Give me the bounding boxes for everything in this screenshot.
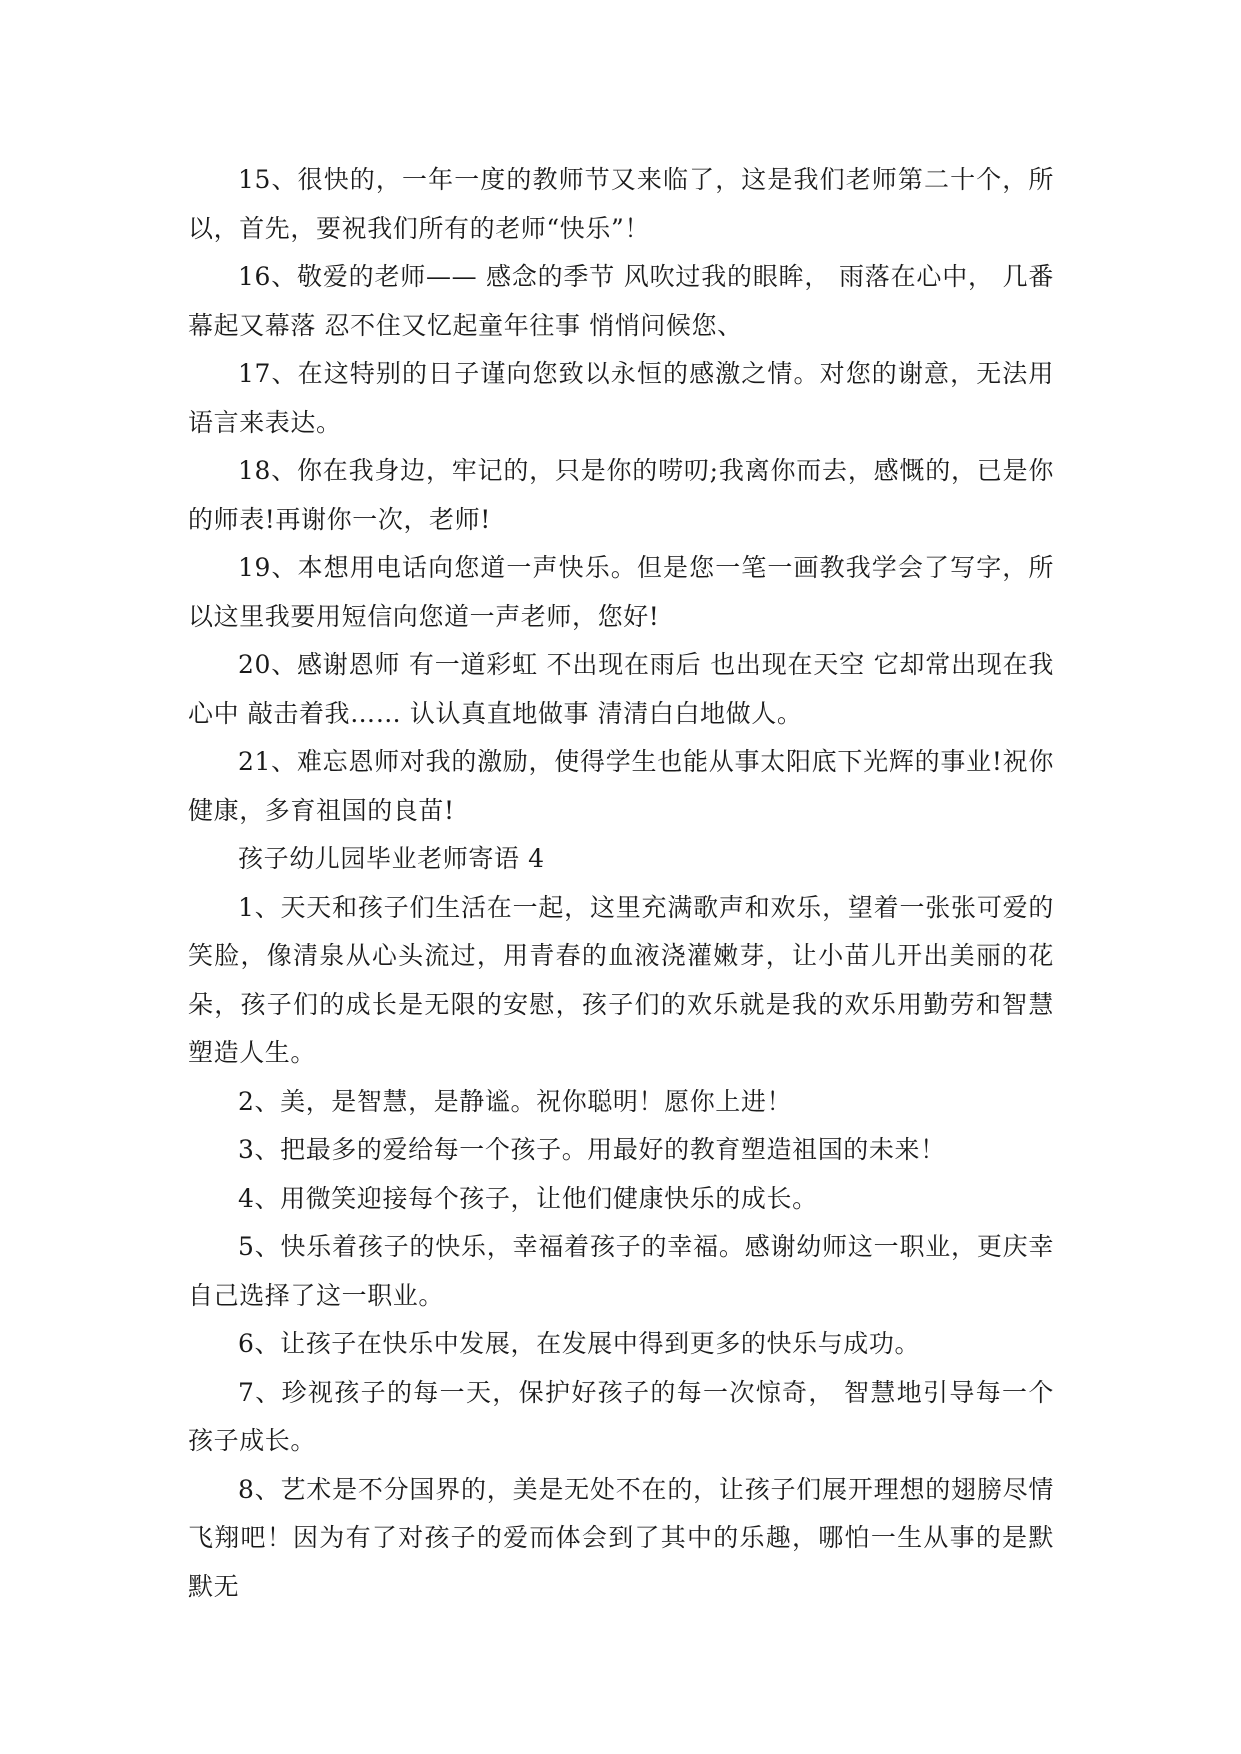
paragraph-4: 4、用微笑迎接每个孩子，让他们健康快乐的成长。 [238,1183,818,1213]
paragraph-21: 21、难忘恩师对我的激励，使得学生也能从事太阳底下光辉的事业!祝你健康，多育祖国的良苗! [188,747,1054,825]
paragraph-1: 1、天天和孩子们生活在一起，这里充满歌声和欢乐，望着一张张可爱的笑脸，像清泉从心头流过，用青春的血液浇灌嫩芽，让小苗儿开出美丽的花朵，孩子们的成长是无限的安慰，孩子们的欢乐就是我的欢乐用勤劳和智慧塑造人生。 [188,892,1054,1067]
paragraph-20: 20、感谢恩师 有一道彩虹 不出现在雨后 也出现在天空 它却常出现在我心中 敲击着我…… 认认真直地做事 清清白白地做人。 [188,650,1054,728]
section-heading: 孩子幼儿园毕业老师寄语 4 [238,844,545,873]
paragraph-7: 7、珍视孩子的每一天，保护好孩子的每一次惊奇， 智慧地引导每一个孩子成长。 [188,1377,1054,1455]
paragraph-3: 3、把最多的爱给每一个孩子。用最好的教育塑造祖国的未来！ [238,1135,946,1164]
paragraph-19: 19、本想用电话向您道一声快乐。但是您一笔一画教我学会了写字，所以这里我要用短信向您道一声老师，您好! [188,553,1054,631]
paragraph-16: 16、敬爱的老师—— 感念的季节 风吹过我的眼眸， 雨落在心中， 几番幕起又幕落 忍不住又忆起童年往事 悄悄问候您、 [188,262,1054,340]
paragraph-2: 2、美，是智慧，是静谧。祝你聪明！愿你上进！ [238,1086,793,1116]
paragraph-5: 5、快乐着孩子的快乐，幸福着孩子的幸福。感谢幼师这一职业，更庆幸自己选择了这一职业。 [188,1232,1054,1310]
document-page [188,156,1054,1611]
paragraph-18: 18、你在我身边，牢记的，只是你的唠叨;我离你而去，感慨的，已是你的师表!再谢你一次，老师! [188,456,1054,534]
paragraph-8: 8、艺术是不分国界的，美是无处不在的，让孩子们展开理想的翅膀尽情飞翔吧！因为有了对孩子的爱而体会到了其中的乐趣，哪怕一生从事的是默默无 [188,1474,1054,1601]
paragraph-6: 6、让孩子在快乐中发展，在发展中得到更多的快乐与成功。 [238,1329,921,1358]
paragraph-17: 17、在这特别的日子谨向您致以永恒的感激之情。对您的谢意，无法用语言来表达。 [188,359,1054,437]
paragraph-15: 15、很快的，一年一度的教师节又来临了，这是我们老师第二十个，所以，首先，要祝我们所有的老师“快乐”！ [188,165,1054,243]
